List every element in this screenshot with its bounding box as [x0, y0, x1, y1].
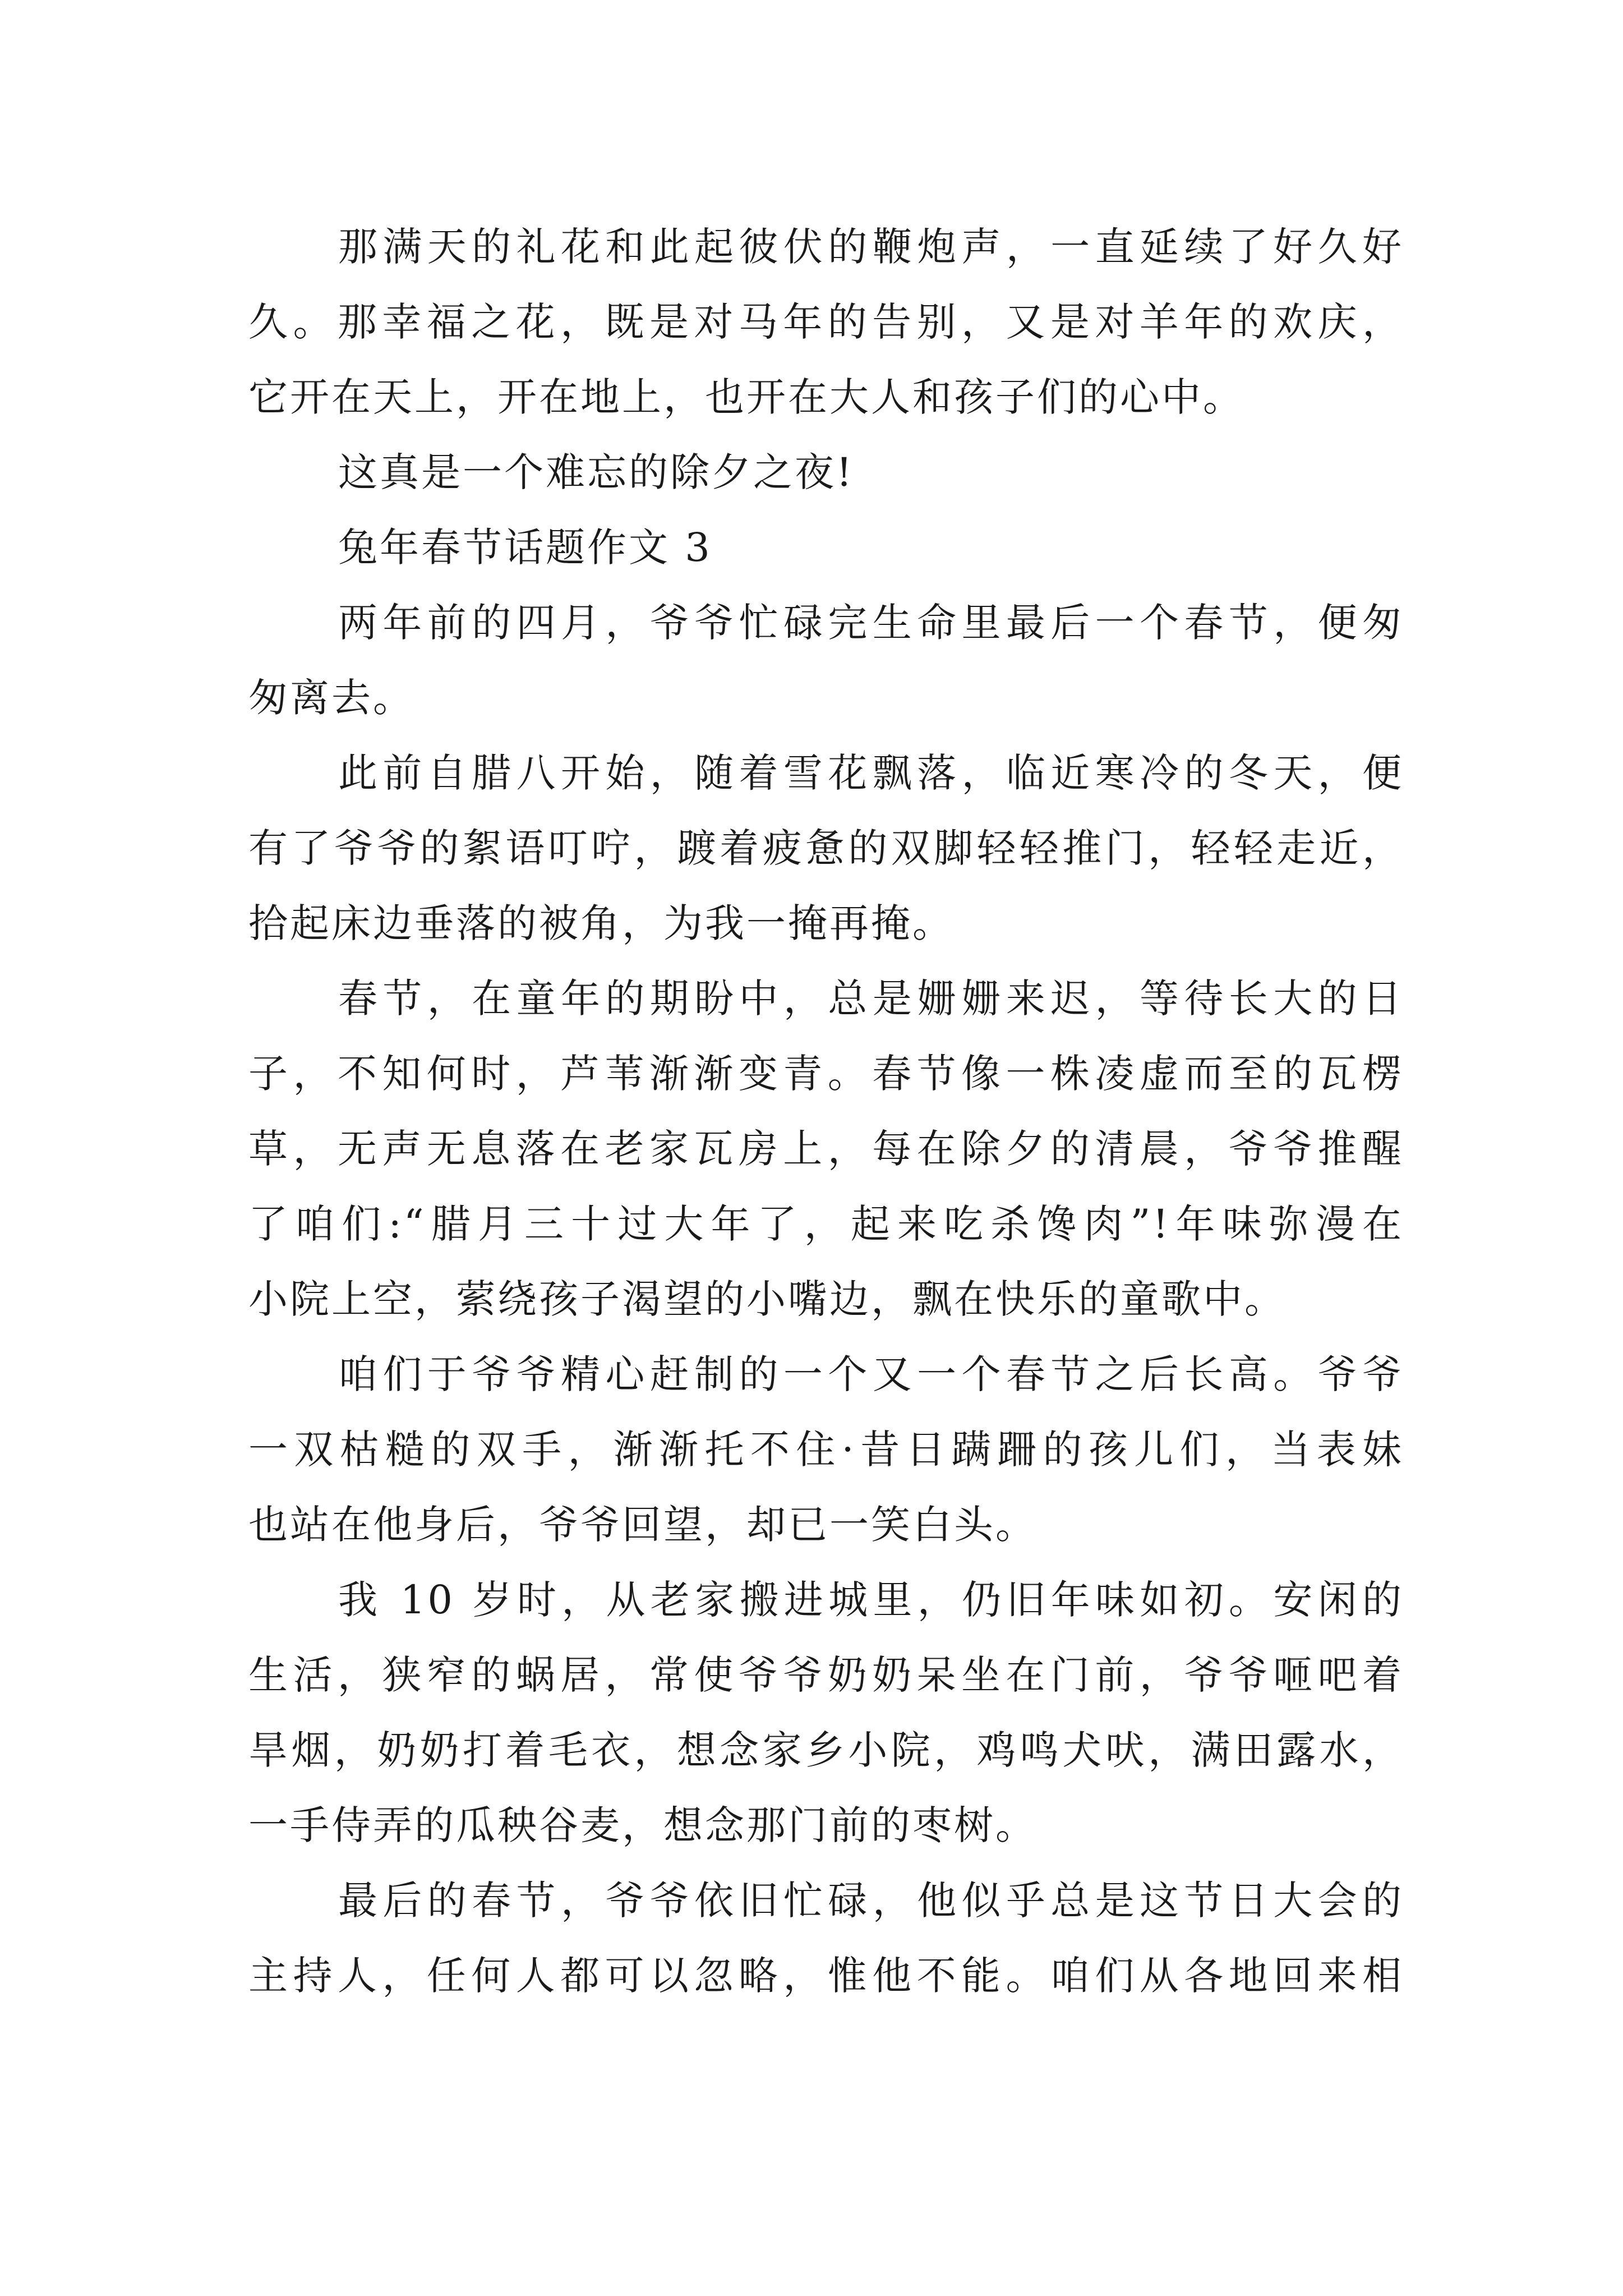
text-line: 一手侍弄的瓜秧谷麦，想念那门前的枣树。: [248, 1802, 1037, 1848]
text-line: 旱烟，奶奶打着毛衣，想念家乡小院，鸡鸣犬吠，满田露水，: [248, 1727, 1404, 1773]
text-line: 我 10 岁时，从老家搬进城里，仍旧年味如初。安闲的: [338, 1577, 1404, 1623]
section-heading: 兔年春节话题作文 3: [338, 524, 712, 570]
text-line: 这真是一个难忘的除夕之夜!: [338, 449, 855, 495]
text-line: 春节，在童年的期盼中，总是姗姗来迟，等待长大的日: [338, 976, 1404, 1022]
text-line: 也站在他身后，爷爷回望，却已一笑白头。: [248, 1502, 1037, 1548]
text-line: 子，不知何时，芦苇渐渐变青。春节像一株凌虚而至的瓦楞: [248, 1051, 1404, 1097]
text-line: 有了爷爷的絮语叮咛，踱着疲惫的双脚轻轻推门，轻轻走近，: [248, 825, 1404, 871]
text-line: 咱们于爷爷精心赶制的一个又一个春节之后长高。爷爷: [338, 1351, 1404, 1397]
text-line: 一双枯糙的双手，渐渐托不住·昔日蹒跚的孩儿们，当表妹: [248, 1427, 1404, 1473]
text-line: 它开在天上，开在地上，也开在大人和孩子们的心中。: [248, 374, 1244, 420]
text-line: 此前自腊八开始，随着雪花飘落，临近寒冷的冬天，便: [338, 750, 1404, 796]
text-line: 久。那幸福之花，既是对马年的告别，又是对羊年的欢庆，: [248, 299, 1404, 345]
text-line: 草，无声无息落在老家瓦房上，每在除夕的清晨，爷爷推醒: [248, 1126, 1404, 1172]
text-line: 匆离去。: [248, 675, 414, 721]
text-line: 最后的春节，爷爷依旧忙碌，他似乎总是这节日大会的: [338, 1878, 1404, 1924]
text-line: 两年前的四月，爷爷忙碌完生命里最后一个春节，便匆: [338, 600, 1404, 646]
text-line: 生活，狭窄的蜗居，常使爷爷奶奶呆坐在门前，爷爷咂吧着: [248, 1652, 1404, 1698]
text-line: 那满天的礼花和此起彼伏的鞭炮声，一直延续了好久好: [338, 224, 1404, 270]
text-line: 主持人，任何人都可以忽略，惟他不能。咱们从各地回来相: [248, 1953, 1404, 1999]
text-line: 了咱们:“腊月三十过大年了，起来吃杀馋肉”!年味弥漫在: [248, 1201, 1404, 1247]
text-line: 小院上空，萦绕孩子渴望的小嘴边，飘在快乐的童歌中。: [248, 1276, 1286, 1322]
text-line: 拾起床边垂落的被角，为我一掩再掩。: [248, 900, 954, 946]
